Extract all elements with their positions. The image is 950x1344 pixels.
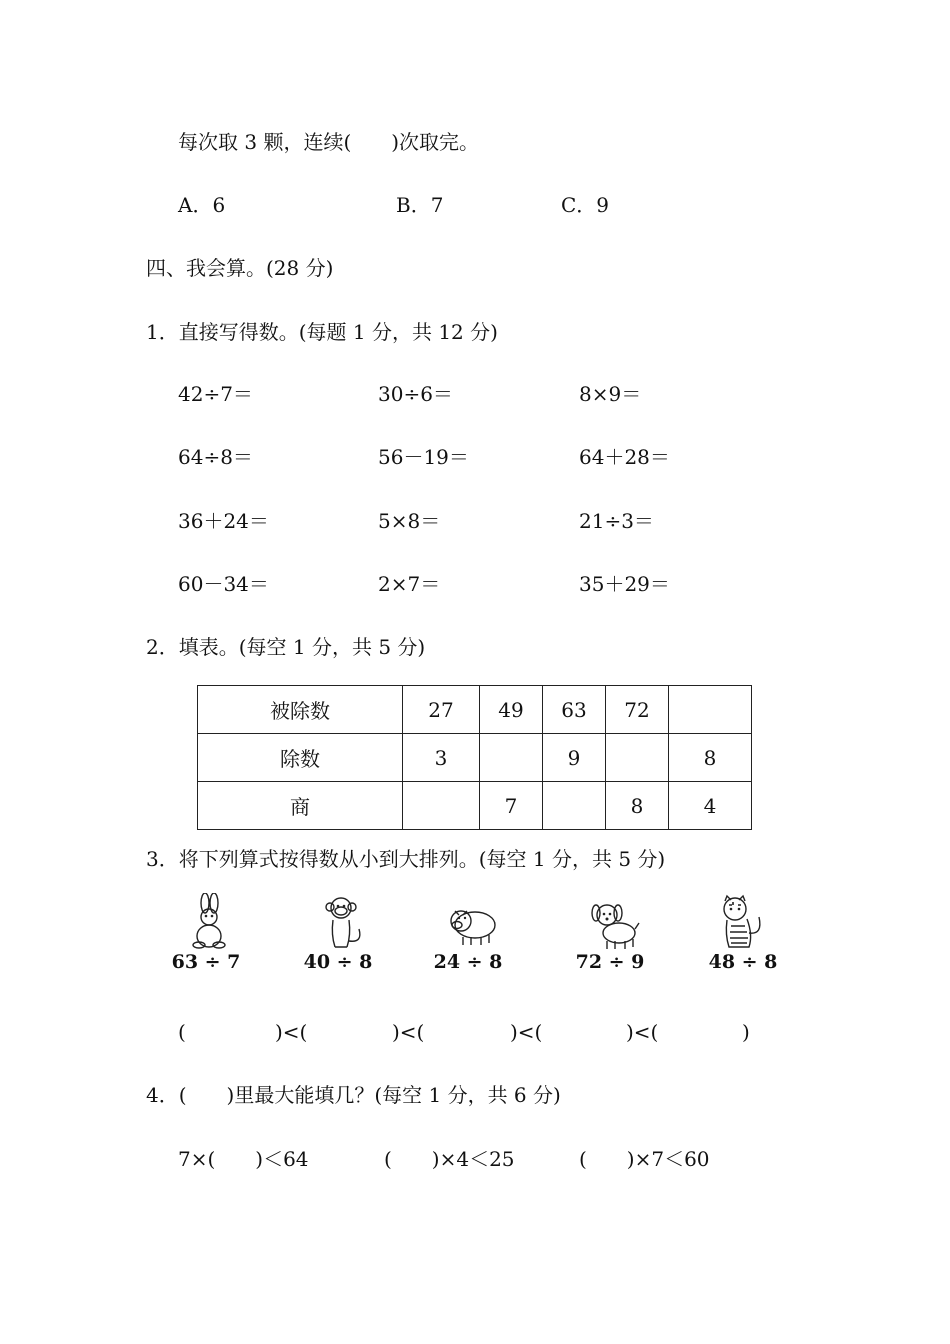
q4-title: 4．( )里最大能填几？(每空 1 分，共 6 分): [146, 1083, 561, 1107]
table-row-label: 商: [198, 782, 403, 830]
table-cell: 72: [606, 686, 669, 734]
dog-icon: [583, 897, 643, 955]
table-cell: 4: [669, 782, 752, 830]
q1-title: 1．直接写得数。(每题 1 分，共 12 分): [146, 320, 498, 344]
inequality-item[interactable]: ( )×7＜60: [579, 1147, 710, 1171]
option-a: A．6: [178, 193, 226, 217]
table-cell[interactable]: [543, 782, 606, 830]
rabbit-icon: [179, 893, 239, 951]
expr-item: 72 ÷ 9: [575, 951, 645, 973]
section4-title: 四、我会算。(28 分): [146, 256, 334, 280]
calc-item: 60－34＝: [178, 572, 269, 596]
calc-item: 56－19＝: [378, 445, 469, 469]
calc-item: 5×8＝: [378, 509, 441, 533]
tiger-icon: [713, 893, 773, 951]
order-blank[interactable]: )<(: [275, 1020, 308, 1044]
table-cell[interactable]: [480, 734, 543, 782]
option-b: B．7: [396, 193, 444, 217]
calc-item: 35＋29＝: [579, 572, 670, 596]
calc-item: 64÷8＝: [178, 445, 253, 469]
inequality-item[interactable]: 7×( )＜64: [178, 1147, 309, 1171]
order-blank[interactable]: )<(: [626, 1020, 659, 1044]
expr-item: 48 ÷ 8: [708, 951, 778, 973]
table-cell[interactable]: [403, 782, 480, 830]
table-row: [198, 782, 752, 830]
intro-question: 每次取 3 颗，连续( )次取完。: [178, 130, 480, 154]
calc-item: 64＋28＝: [579, 445, 670, 469]
expr-item: 24 ÷ 8: [433, 951, 503, 973]
order-blank[interactable]: )<(: [510, 1020, 543, 1044]
calc-item: 8×9＝: [579, 382, 642, 406]
table-row: [198, 686, 752, 734]
inequality-item[interactable]: ( )×4＜25: [384, 1147, 515, 1171]
order-blank[interactable]: ): [742, 1020, 750, 1044]
expr-item: 63 ÷ 7: [171, 951, 241, 973]
table-cell: 8: [606, 782, 669, 830]
table-cell[interactable]: [669, 686, 752, 734]
table-cell: 63: [543, 686, 606, 734]
table-row-label: 除数: [198, 734, 403, 782]
calc-item: 2×7＝: [378, 572, 441, 596]
table-cell[interactable]: [606, 734, 669, 782]
table-cell: 49: [480, 686, 543, 734]
table-cell: 9: [543, 734, 606, 782]
calc-item: 30÷6＝: [378, 382, 453, 406]
calc-item: 36＋24＝: [178, 509, 269, 533]
option-c: C．9: [561, 193, 610, 217]
table-cell: 7: [480, 782, 543, 830]
table-row: [198, 734, 752, 782]
table-cell: 3: [403, 734, 480, 782]
table-cell: 27: [403, 686, 480, 734]
table-row-label: 被除数: [198, 686, 403, 734]
pig-icon: [441, 897, 501, 955]
division-table: [197, 685, 752, 830]
monkey-icon: [311, 893, 371, 951]
order-blank[interactable]: )<(: [392, 1020, 425, 1044]
q2-title: 2．填表。(每空 1 分，共 5 分): [146, 635, 426, 659]
q3-title: 3．将下列算式按得数从小到大排列。(每空 1 分，共 5 分): [146, 847, 666, 871]
order-blank[interactable]: (: [178, 1020, 186, 1044]
expr-item: 40 ÷ 8: [303, 951, 373, 973]
calc-item: 21÷3＝: [579, 509, 654, 533]
table-cell: 8: [669, 734, 752, 782]
calc-item: 42÷7＝: [178, 382, 253, 406]
